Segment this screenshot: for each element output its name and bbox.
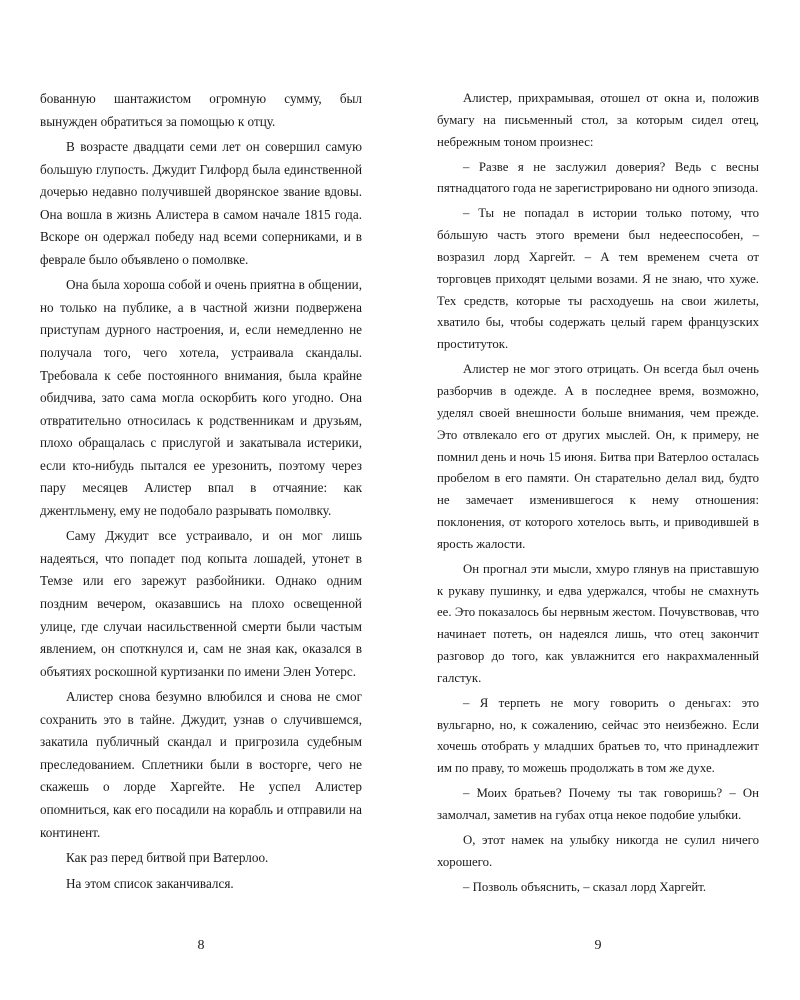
paragraph: бованную шантажистом огромную сумму, был вынужден обратиться за помощью к отцу. xyxy=(40,91,362,129)
paragraph: Саму Джудит все устраивало, и он мог лишь надеяться, что попадет под копыта лошадей, утонет в Темзе или его зарежут разбойники. Однако одним поздним вечером, оказавшись на плохо освещенной улице, где случаи насильственной смерти были частым явлением, он споткнулся и, сам не зная как, оказался в объятиях роскошной куртизанки по имени Элен Уотерс. xyxy=(40,528,362,679)
paragraph: О, этот намек на улыбку никогда не сулил ничего хорошего. xyxy=(437,832,759,869)
left-page xyxy=(40,88,362,898)
paragraph: – Ты не попадал в истории только потому, что бóльшую часть этого времени был недееспособен, – возразил лорд Харгейт. – А тем временем счета от торговцев приходят целыми возами. Я не знаю, что хуже. Тех средств, которые ты расходуешь на свои жилеты, хватило бы, чтобы содержать целый гарем французских проституток. xyxy=(437,206,759,352)
paragraph: Как раз перед битвой при Ватерлоо. xyxy=(66,850,269,866)
paragraph: Он прогнал эти мысли, хмуро глянув на приставшую к рукаву пушинку, и едва удержался, чтобы не смахнуть ее. Это показалось бы нервным жестом. Почувствовав, что начинает потеть, он надеялся лишь, что отец закончит разговор до того, как увлажнится его накрахмаленный галстук. xyxy=(437,561,759,685)
paragraph: – Моих братьев? Почему ты так говоришь? – Он замолчал, заметив на губах отца некое подобие улыбки. xyxy=(437,786,759,822)
paragraph: Алистер снова безумно влюбился и снова не смог сохранить это в тайне. Джудит, узнав о случившемся, закатила публичный скандал и пригрозила судебным преследованием. Сплетники были в восторге, чего не скажешь о лорде Харгейте. Не успел Алистер опомниться, как его посадили на корабль и отправили на континент. xyxy=(40,689,362,840)
paragraph: – Я терпеть не могу говорить о деньгах: это вульгарно, но, к сожалению, сейчас это неизбежно. Если хочешь отобрать у младших братьев то, что принадлежит им по праву, то можешь продолжать в том же духе. xyxy=(437,695,759,776)
page-number-right: 9 xyxy=(594,938,602,953)
paragraph: – Разве я не заслужил доверия? Ведь с весны пятнадцатого года не зарегистрировано ни одного эпизода. xyxy=(437,159,759,196)
paragraph: На этом список заканчивался. xyxy=(66,875,234,891)
page-number-left: 8 xyxy=(197,938,205,953)
paragraph: Алистер, прихрамывая, отошел от окна и, положив бумагу на письменный стол, за которым сидел отец, небрежным тоном произнес: xyxy=(437,91,759,149)
paragraph: Алистер не мог этого отрицать. Он всегда был очень разборчив в одежде. А в последнее время, возможно, уделял своей внешности больше внимания, чем прежде. Это отвлекало его от других мыслей. Он, к примеру, не помнил день и ночь 15 июня. Битва при Ватерлоо осталась пробелом в его памяти. Он старательно делал вид, будто не замечает изменившегося к нему отношения: поклонения, от которого хотелось выть, и приводившей в ярость жалости. xyxy=(437,362,759,551)
right-page xyxy=(437,88,759,901)
paragraph: – Позволь объяснить, – сказал лорд Харгейт. xyxy=(463,879,707,894)
paragraph: В возрасте двадцати семи лет он совершил самую большую глупость. Джудит Гилфорд была единственной дочерью недавно получившей дворянское звание вдовы. Она вошла в жизнь Алистера в самом начале 1815 года. Вскоре он одержал победу над всеми соперниками, и в феврале было объявлено о помолвке. xyxy=(40,139,362,267)
paragraph: Она была хороша собой и очень приятна в общении, но только на публике, а в частной жизни подвержена приступам дурного настроения, и, если немедленно не получала того, чего хотела, устраивала скандалы. Требовала к себе постоянного внимания, была крайне обидчива, зато сама могла оскорбить кого угодно. Она отвратительно относилась к родственникам и друзьям, плохо обращалась с прислугой и закатывала истерики, если кто-нибудь пытался ее урезонить, поэтому через пару месяцев Алистер впал в отчаяние: как джентльмену, ему не подобало разрывать помолвку. xyxy=(40,277,362,518)
